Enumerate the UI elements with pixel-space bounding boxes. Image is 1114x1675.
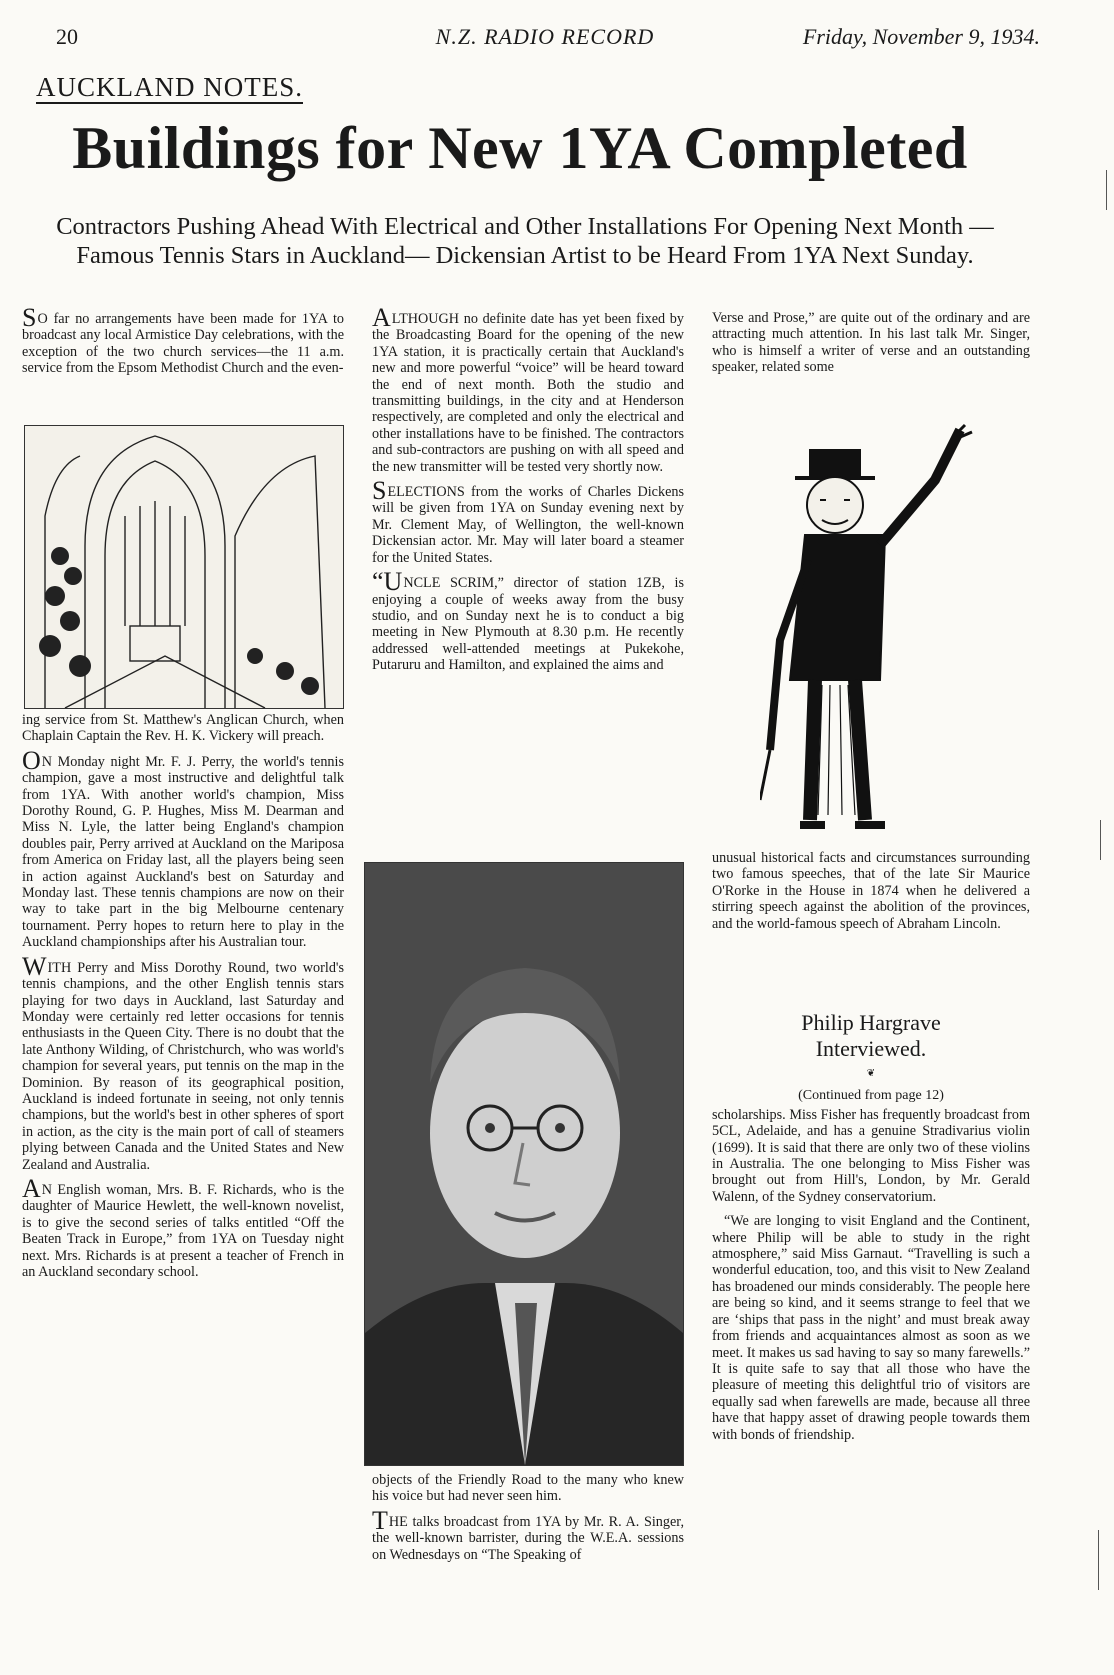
cathedral-interior-icon [25,426,343,708]
portrait-photo [364,862,684,1466]
man-portrait-icon [365,863,683,1465]
paragraph-uncle-scrim-cont: objects of the Friendly Road to the many who knew his voice but had never seen him. [372,1472,684,1505]
section-label: AUCKLAND NOTES. [36,72,303,102]
paragraph-dickens: SELECTIONS from the works of Charles Dickens will be given from 1YA on Sunday evening next by Mr. Clement May, of Wellington, the well-known Dickensian actor. Mr. May will later board a steamer for the United States. [372,476,684,566]
orator-caricature-icon [760,420,1000,850]
column-3-top [712,310,1030,384]
column-2-bottom [372,1472,684,1571]
paragraph-armistice-cont: ing service from St. Matthew's Anglican Church, when Chaplain Captain the Rev. H. K. Vickery will preach. [22,712,344,745]
drop-cap: W [22,951,47,981]
paragraph-richards: AN English woman, Mrs. B. F. Richards, who is the daughter of Maurice Hewlett, the well-known novelist, is to give the second series of talks entitled “Off the Beaten Track in Europe,” from 1YA on Tuesday night next. Mrs. Richards is at present a teacher of French in an Auckland secondary school. [22,1173,344,1280]
column-1-bottom [22,712,344,1288]
interview-title-2: Interviewed. [815,1036,927,1061]
drop-cap: “U [372,567,403,597]
drop-cap: O [22,745,41,775]
headline: Buildings for New 1YA Completed [72,115,968,181]
paragraph-garnaut: “We are longing to visit England and the Continent, where Philip will be able to study in the right atmosphere,” said Miss Garnaut. “Travelling is such a wonderful education, too, and this visit to New Zealand has broadened our minds considerably. The people here are being so kind, and it seems strange to feel that we are ‘ships that pass in the night’ and must break away from friends and acquaintances almost as soon as we meet. It makes us sad having to say so many farewells.” It is quite safe to say that all those who have the pleasure of meeting this delightful trio of visitors are equally sad when farewells are made, because all three have that happy asset of drawing people towards them with bonds of friendship. [712,1213,1030,1443]
continued-note: (Continued from page 12) [798,1088,944,1104]
paragraph-fisher: scholarships. Miss Fisher has frequently broadcast from 5CL, Adelaide, and has a genuine Stradivarius violin (1699). It is said that there are only two of these violins in Australia. The one belonging to Miss Fisher was brought out from Hill's, London, by Mr. Gerald Walenn, of the Sydney conservatorium. [712,1106,1030,1205]
page-number: 20 [56,24,78,49]
paragraph-singer-cont: Verse and Prose,” are quite out of the ordinary and are attracting much attention. In his last talk Mr. Singer, who is himself a writer of verse and an outstanding speaker, related some [712,310,1030,376]
paragraph-tennis-stars: WITH Perry and Miss Dorothy Round, two world's tennis champions, and the other English tennis stars playing for two days in Auckland, last Saturday and Monday were certainly red letter occasions for tennis enthusiasts in the Queen City. There is no doubt that the late Anthony Wilding, of Christchurch, who was world's champion for several years, put tennis on the map in the Dominion. By reason of its geographical position, Auckland is indeed fortunate in seeing, not only tennis champions, but the world's best in other spheres of sport in action, as the city is the main port of call of steamers plying between Canada and the United States and New Zealand and Australia. [22,951,344,1173]
cathedral-illustration [24,425,344,709]
margin-mark [1100,820,1101,860]
column-3-middle [712,850,1030,940]
paragraph-speeches: unusual historical facts and circumstances surrounding two famous speeches, that of the late Sir Maurice O'Rorke in the House in 1874 when he delivered a stirring speech against the abolition of the provinces, and the world-famous speech of Abraham Lincoln. [712,850,1030,932]
subhead: Contractors Pushing Ahead With Electrical and Other Installations For Opening Next Month — Famous Tennis Stars in Auckland— Dickensian Artist to be Heard From 1YA Next Sunday. [56,213,994,269]
margin-mark [1106,170,1107,210]
column-1-top [22,303,344,385]
drop-cap: A [22,1173,41,1203]
column-2-top [372,303,684,682]
drop-cap: S [22,303,37,332]
drop-cap: S [372,476,387,506]
paragraph-uncle-scrim: “UNCLE SCRIM,” director of station 1ZB, is enjoying a couple of weeks away from the busy studio, and on Sunday next he is to conduct a big meeting in New Plymouth at 8.30 p.m. He recently addressed well-attended meetings at Pukekohe, Putaruru and Hamilton, and explained the aims and [372,567,684,674]
interview-title-1: Philip Hargrave [801,1010,941,1035]
paragraph-singer-talks: THE talks broadcast from 1YA by Mr. R. A. Singer, the well-known barrister, during the W.E.A. sessions on Wednesdays on “The Speaking of [372,1505,684,1563]
paragraph-1ya-opening: ALTHOUGH no definite date has yet been fixed by the Broadcasting Board for the opening of the new 1YA station, it is practically certain that Auckland's new and more powerful “voice” will be heard toward the end of next month. Both the studio and transmitting buildings, in the city and at Henderson respectively, are completed and only the electrical and other installations have to be finished. The contractors and sub-contractors are pushing on with all speed and the new transmitter will be tested very shortly now. [372,303,684,475]
paragraph-armistice: SO far no arrangements have been made for 1YA to broadcast any local Armistice Day celebrations, with the exception of the two church services—the 11 a.m. service from the Epsom Methodist Church and the even- [22,303,344,377]
issue-date: Friday, November 9, 1934. [802,24,1040,49]
margin-mark [1098,1530,1099,1590]
paper-name: N.Z. RADIO RECORD [435,24,655,49]
caricature-illustration [760,420,1000,850]
paragraph-perry-talk: ON Monday night Mr. F. J. Perry, the world's tennis champion, gave a most instructive and delightful talk from 1YA. With another world's champion, Miss Dorothy Round, G. P. Hughes, Miss M. Dearman and Miss N. Lyle, the latter being England's champion doubles pair, Perry arrived at Auckland on the Mariposa from America on Friday last, all the players being seen in action against Auckland's best on Saturday and Monday last. These tennis champions are now on their way to take part in the big Melbourne centenary tournament. Perry hopes to return here to play in the Auckland championships after his Australian tour. [22,745,344,951]
masthead [50,22,1040,56]
drop-cap: T [372,1505,388,1535]
drop-cap: A [372,303,391,332]
ornament-icon: ❦ [866,1068,876,1079]
interview-box [712,1010,1030,1451]
